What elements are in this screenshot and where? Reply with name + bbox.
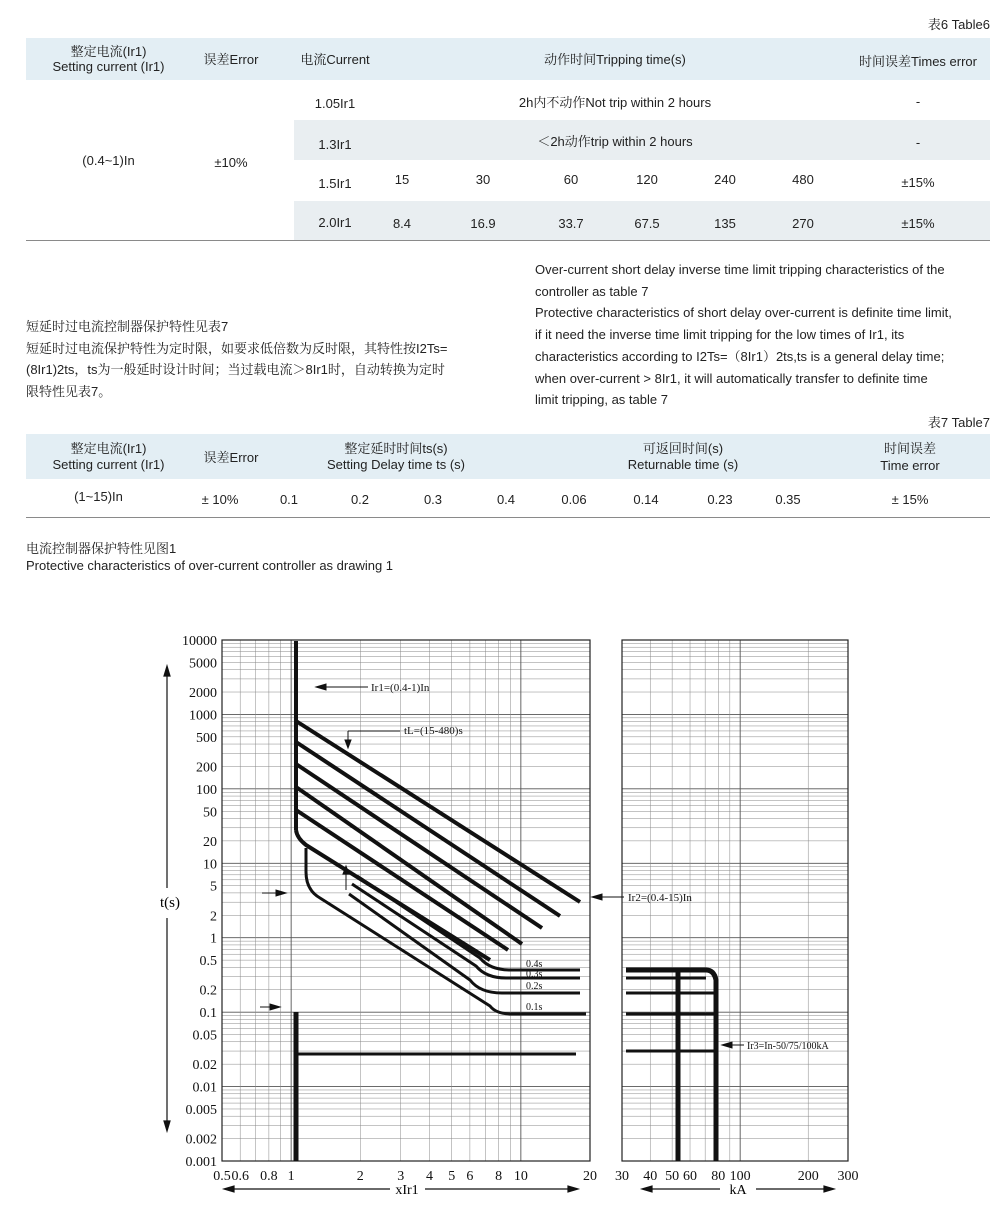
y-tick-label: 2000	[189, 686, 217, 702]
table7-returnable-2: 0.14	[633, 492, 659, 507]
table7-header-delay-cn: 整定延时时间ts(s)	[344, 441, 448, 456]
x-tick-label: 1	[287, 1169, 295, 1184]
table6-row4-v2: 16.9	[470, 216, 496, 231]
table7-header-terr-en: Time error	[880, 458, 940, 473]
table7-returnable-3: 0.23	[707, 492, 733, 507]
x-tick-label: 50	[665, 1169, 680, 1184]
table6-row3-v4: 120	[636, 172, 658, 187]
table7-returnable-4: 0.35	[775, 492, 801, 507]
table7-header-terr-cn: 时间误差	[883, 441, 936, 456]
table7-header-delay-en: Setting Delay time ts (s)	[327, 457, 465, 472]
table6-row4-v5: 135	[714, 216, 736, 231]
y-tick-label: 20	[203, 834, 217, 850]
table7-delay-4: 0.4	[496, 492, 516, 507]
y-tick-label: 0.05	[192, 1028, 217, 1044]
y-tick-label: 10000	[182, 634, 217, 649]
section-en-line-7: limit tripping, as table 7	[535, 392, 668, 408]
label-ir3: Ir3=In-50/75/100kA	[747, 1041, 829, 1052]
y-tick-label: 0.002	[185, 1132, 217, 1148]
drawing-caption-en: Protective characteristics of over-current controller as drawing 1	[26, 558, 394, 573]
y-tick-label: 5000	[189, 656, 217, 672]
table7-delay-1: 0.1	[279, 492, 299, 507]
label-d03: 0.3s	[526, 969, 543, 980]
table7-returnable-1: 0.06	[561, 492, 587, 507]
table6-header-setting-en: Setting current (Ir1)	[52, 59, 165, 74]
table6-row3-err: ±15%	[901, 175, 935, 190]
x-tick-label: 60	[683, 1169, 698, 1184]
x-tick-label: 0.8	[260, 1169, 278, 1184]
section-en-line-5: characteristics according to I2Ts=（8Ir1）2ts,ts is a general delay time;	[535, 348, 945, 364]
table6-row2-current: 1.3Ir1	[318, 137, 352, 152]
label-d04: 0.4s	[526, 959, 543, 970]
table6-row3-v5: 240	[714, 172, 736, 187]
section-cn-line-1: 短延时过电流保护特性为定时限，如要求低倍数为反时限，其特性按I2Ts=	[26, 340, 448, 356]
y-tick-label: 0.1	[199, 1006, 217, 1022]
x-tick-label: 0.5	[213, 1169, 231, 1184]
y-tick-label: 0.02	[192, 1058, 217, 1074]
y-axis-label: t(s)	[160, 895, 180, 911]
table6-row3-v1: 15	[394, 172, 410, 187]
table7-delay-3: 0.3	[423, 492, 443, 507]
x-tick-label: 8	[495, 1169, 503, 1184]
x-tick-label: 80	[711, 1169, 726, 1184]
table7-caption: 表7 Table7	[927, 415, 990, 430]
x-tick-label: 300	[837, 1169, 859, 1184]
curve-short-03	[352, 884, 580, 978]
table6-header-current: 电流Current	[300, 52, 370, 67]
table6-row2-err: -	[915, 135, 921, 150]
table7-header-ret-en: Returnable time (s)	[627, 457, 739, 472]
x-tick-label: 40	[643, 1169, 658, 1184]
curve-long-240	[296, 742, 560, 916]
label-tl: tL=(15-480)s	[404, 725, 463, 737]
x-axis-label-left: xIr1	[395, 1183, 419, 1198]
table7-error-value: ± 10%	[201, 492, 239, 507]
section-cn-line-2: (8Ir1)2ts，ts为一般延时设计时间；当过载电流＞8Ir1时，自动转换为定时	[26, 362, 445, 377]
section-en-line-6: when over-current > 8Ir1, it will automatically transfer to definite time	[535, 370, 928, 386]
y-tick-label: 1	[210, 931, 217, 947]
table6-row4-err: ±15%	[901, 216, 935, 231]
x-tick-labels	[213, 1169, 858, 1184]
instantaneous-curves	[296, 970, 716, 1161]
section-en-line-4: if it need the inverse time limit tripping for the low times of Ir1, its	[535, 327, 905, 343]
table6-row4-v4: 67.5	[634, 216, 660, 231]
x-tick-label: 2	[356, 1169, 364, 1184]
x-tick-label: 200	[797, 1169, 819, 1184]
table7-setting-value: (1~15)In	[74, 489, 123, 504]
label-ir1: Ir1=(0.4-1)In	[371, 682, 430, 694]
table6-row4-current: 2.0Ir1	[318, 215, 352, 230]
table6-row4-v1: 8.4	[392, 216, 412, 231]
y-tick-label: 200	[196, 760, 217, 776]
x-tick-label: 30	[615, 1169, 629, 1184]
y-tick-label: 2	[210, 909, 217, 925]
table6-row3-v2: 30	[475, 172, 491, 187]
label-ir2: Ir2=(0.4-15)In	[628, 892, 692, 904]
y-tick-label: 5	[210, 879, 217, 895]
table6-row3-v3: 60	[563, 172, 579, 187]
annotation-labels	[371, 682, 830, 1052]
table6-error-value: ±10%	[214, 155, 248, 170]
x-tick-label: 100	[729, 1169, 751, 1184]
x-tick-label: 4	[425, 1169, 433, 1184]
y-tick-label: 1000	[189, 708, 217, 724]
table6-header-tripping: 动作时间Tripping time(s)	[544, 52, 686, 67]
table6-header-error: 误差Error	[203, 52, 259, 67]
y-tick-label: 10	[203, 857, 217, 873]
table7-header-error: 误差Error	[203, 450, 259, 465]
x-tick-label: 5	[448, 1169, 456, 1184]
table6-caption: 表6 Table6	[927, 17, 990, 32]
table6-row2-span: ＜2h动作trip within 2 hours	[537, 134, 693, 149]
x-axis-label-right: kA	[729, 1183, 747, 1198]
section-en-line-3: Protective characteristics of short delay over-current is definite time limit,	[535, 305, 952, 321]
table6-row3-v6: 480	[792, 172, 814, 187]
y-tick-label: 0.001	[185, 1155, 217, 1170]
y-tick-label: 0.01	[192, 1080, 217, 1096]
y-tick-label: 500	[196, 730, 217, 746]
x-tick-label: 0.6	[231, 1169, 249, 1184]
drawing-caption-cn: 电流控制器保护特性见图1	[26, 541, 177, 556]
y-tick-labels	[182, 634, 217, 1170]
table7-delay-2: 0.2	[350, 492, 370, 507]
section-en-line-2: controller as table 7	[535, 283, 649, 299]
table6-row4-v3: 33.7	[558, 216, 584, 231]
label-d02: 0.2s	[526, 981, 543, 992]
x-tick-label: 3	[397, 1169, 405, 1184]
section-en-line-1: Over-current short delay inverse time limit tripping characteristics of the	[535, 262, 945, 277]
table6-header-times-error: 时间误差Times error	[859, 54, 977, 69]
section-cn-title: 短延时过电流控制器保护特性见表7	[26, 319, 229, 334]
table7-header-setting-cn: 整定电流(Ir1)	[70, 441, 147, 456]
table6-row4-v6: 270	[792, 216, 814, 231]
x-tick-label: 20	[583, 1169, 597, 1184]
label-d01: 0.1s	[526, 1002, 543, 1013]
section-cn-line-3: 限特性见表7。	[26, 383, 112, 399]
y-tick-label: 0.5	[199, 954, 217, 970]
y-tick-label: 0.2	[199, 983, 217, 999]
table6-setting-value: (0.4~1)In	[82, 153, 135, 168]
x-tick-label: 10	[513, 1169, 528, 1184]
y-tick-label: 100	[196, 782, 217, 798]
curve-inst-right-1	[626, 970, 716, 1161]
y-tick-label: 50	[203, 805, 217, 821]
table6-row1-span: 2h内不动作Not trip within 2 hours	[518, 95, 712, 110]
table6-header-setting-cn: 整定电流(Ir1)	[70, 44, 147, 59]
table7-time-error: ± 15%	[891, 492, 929, 507]
x-tick-label: 6	[466, 1169, 474, 1184]
table7-header-ret-cn: 可返回时间(s)	[642, 441, 724, 456]
table6-row3-current: 1.5Ir1	[318, 176, 352, 191]
table6-row1-current: 1.05Ir1	[314, 96, 356, 111]
table7-header-setting-en: Setting current (Ir1)	[52, 457, 165, 472]
y-tick-label: 0.005	[185, 1102, 217, 1118]
table6-row1-err: -	[915, 94, 921, 109]
